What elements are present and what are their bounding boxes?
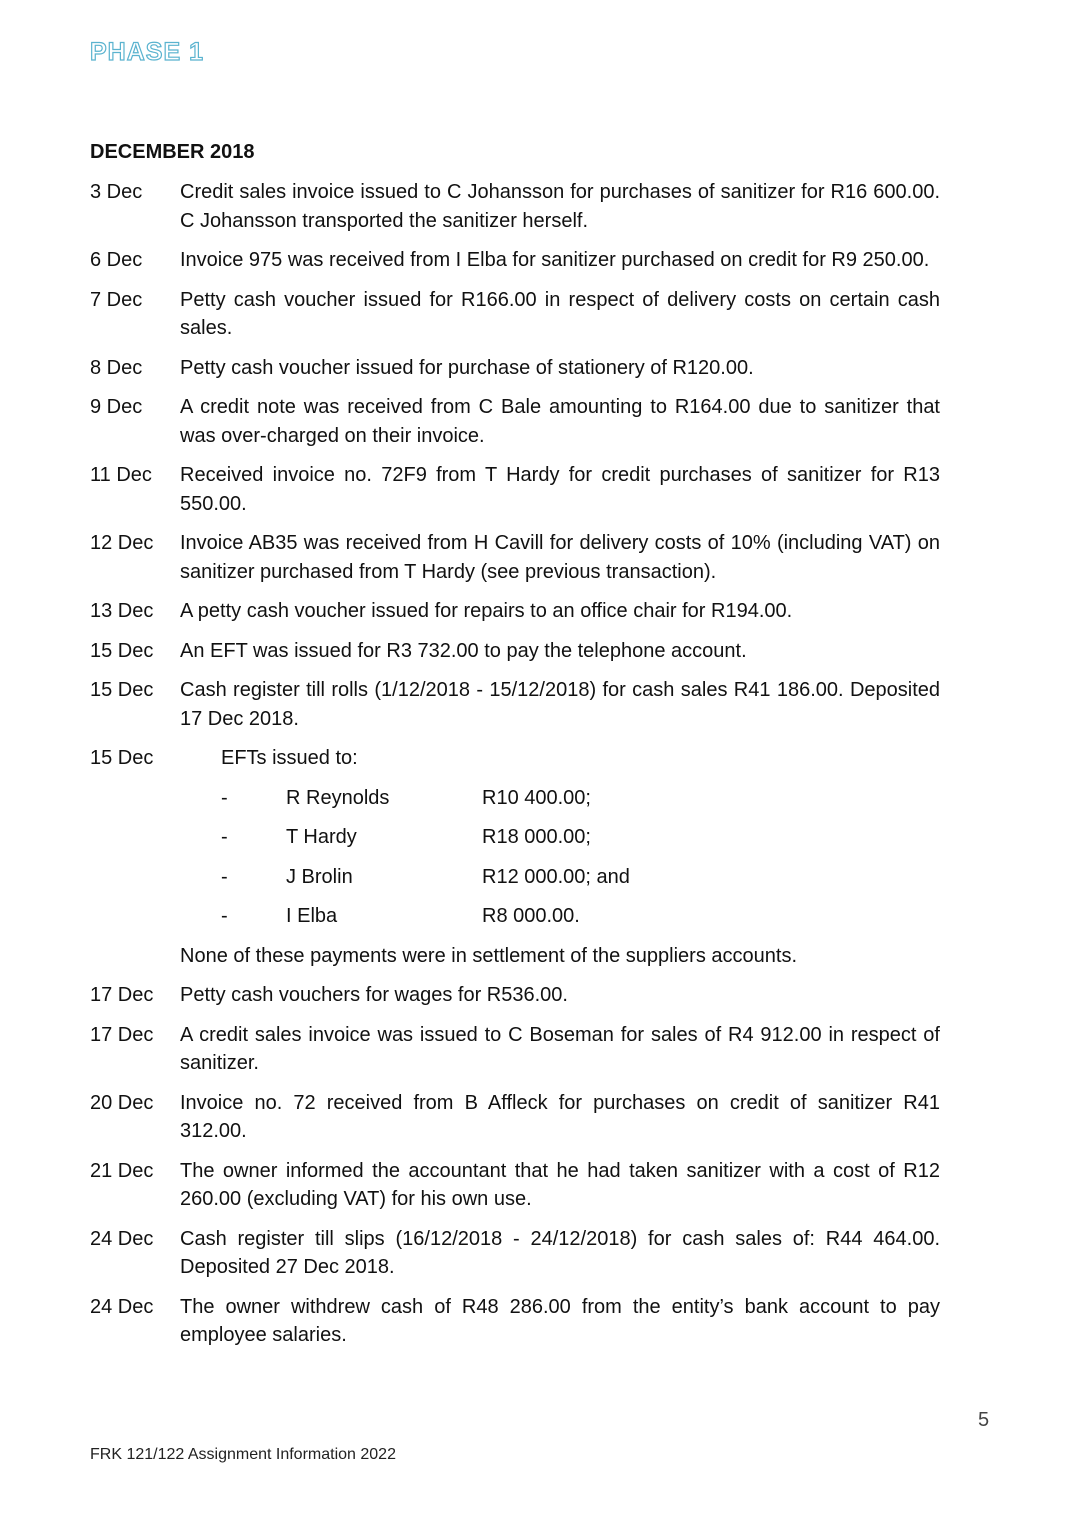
entry-text: A credit note was received from C Bale amounting to R164.00 due to sanitizer that was over-charged on their invoice. (180, 396, 940, 447)
entry-text: Cash register till slips (16/12/2018 - 24/12/2018) for cash sales of: R44 464.00. Deposited 27 Dec 2018. (180, 1227, 940, 1278)
footer-text: FRK 121/122 Assignment Information 2022 (90, 1446, 396, 1463)
payee-name: I Elba (286, 905, 338, 927)
phase-heading: PHASE 1 (90, 38, 204, 66)
eft-payment-row (90, 902, 940, 942)
month-heading: DECEMBER 2018 (90, 141, 255, 163)
eft-note: None of these payments were in settlement of the suppliers accounts. (180, 944, 798, 967)
entry-text: Invoice no. 72 received from B Affleck for purchases on credit of sanitizer R41 312.00. (180, 1091, 940, 1142)
entry-text: Credit sales invoice issued to C Johansson for purchases of sanitizer for R16 600.00. C Johansson transported the sanitizer herself. (180, 181, 940, 232)
transaction-entry (90, 1157, 940, 1214)
transaction-entry (90, 597, 940, 626)
page-number: 5 (978, 1409, 990, 1431)
entry-date: 20 Dec (90, 1091, 154, 1114)
entry-date: 21 Dec (90, 1159, 154, 1182)
entry-date: 9 Dec (90, 396, 143, 418)
eft-payment-row (90, 823, 940, 863)
entry-date: 17 Dec (90, 1023, 154, 1046)
payee-name: T Hardy (286, 826, 357, 848)
transaction-entry (90, 637, 940, 666)
transaction-entry (90, 981, 940, 1010)
eft-payment-row (90, 784, 940, 824)
transaction-entry (90, 529, 940, 586)
list-dash: - (221, 826, 228, 848)
transaction-list (90, 178, 940, 1361)
entry-date: 15 Dec (90, 639, 154, 662)
entry-date: 7 Dec (90, 288, 143, 311)
transaction-entry (90, 461, 940, 518)
entry-text: Petty cash voucher issued for R166.00 in respect of delivery costs on certain cash sales. (180, 288, 940, 339)
payee-name: R Reynolds (286, 786, 390, 809)
entry-text: Petty cash vouchers for wages for R536.00. (180, 984, 568, 1006)
transaction-entry (90, 246, 940, 275)
entry-date: 15 Dec (90, 747, 154, 769)
entry-date: 6 Dec (90, 249, 143, 271)
transaction-entry (90, 1089, 940, 1146)
payment-amount: R8 000.00. (482, 905, 580, 927)
entry-text: The owner withdrew cash of R48 286.00 from the entity’s bank account to pay employee salaries. (180, 1295, 940, 1346)
transaction-entry (90, 393, 940, 450)
entry-text: Invoice AB35 was received from H Cavill for delivery costs of 10% (including VAT) on sanitizer purchased from T Hardy (see previous transaction). (180, 532, 940, 583)
entry-date: 24 Dec (90, 1227, 154, 1250)
entry-date: 12 Dec (90, 532, 154, 554)
eft-payment-list (90, 784, 940, 942)
entry-text: Received invoice no. 72F9 from T Hardy for credit purchases of sanitizer for R13 550.00. (180, 464, 940, 515)
transaction-entry (90, 1293, 940, 1350)
entry-text: An EFT was issued for R3 732.00 to pay the telephone account. (180, 639, 747, 662)
entry-date: 24 Dec (90, 1295, 154, 1318)
entry-text: Invoice 975 was received from I Elba for sanitizer purchased on credit for R9 250.00. (180, 249, 930, 271)
payment-amount: R18 000.00; (482, 826, 591, 848)
entry-date: 15 Dec (90, 679, 154, 701)
transaction-entry (90, 1225, 940, 1282)
entry-date: 13 Dec (90, 600, 154, 622)
payment-amount: R12 000.00; and (482, 865, 630, 888)
transaction-entry (90, 354, 940, 383)
list-dash: - (221, 905, 228, 927)
list-dash: - (221, 786, 228, 809)
transaction-entry (90, 1021, 940, 1078)
payee-name: J Brolin (286, 865, 353, 888)
entry-text: The owner informed the accountant that he had taken sanitizer with a cost of R12 260.00 (excluding VAT) for his own use. (180, 1159, 940, 1210)
entry-text: A petty cash voucher issued for repairs to an office chair for R194.00. (180, 600, 793, 622)
entry-text: Cash register till rolls (1/12/2018 - 15/12/2018) for cash sales R41 186.00. Deposited 17 Dec 2018. (180, 679, 940, 730)
entry-text: Petty cash voucher issued for purchase of stationery of R120.00. (180, 356, 754, 379)
entry-date: 11 Dec (90, 464, 152, 486)
list-dash: - (221, 865, 228, 888)
eft-payment-row (90, 863, 940, 903)
eft-heading: EFTs issued to: (221, 747, 358, 769)
entry-text: A credit sales invoice was issued to C Boseman for sales of R4 912.00 in respect of sanitizer. (180, 1023, 940, 1074)
transaction-entry (90, 676, 940, 733)
entry-date: 8 Dec (90, 356, 143, 379)
eft-entry (90, 744, 940, 773)
entry-date: 17 Dec (90, 984, 154, 1006)
payment-amount: R10 400.00; (482, 786, 591, 809)
entry-date: 3 Dec (90, 181, 143, 203)
transaction-entry (90, 178, 940, 235)
transaction-entry (90, 286, 940, 343)
